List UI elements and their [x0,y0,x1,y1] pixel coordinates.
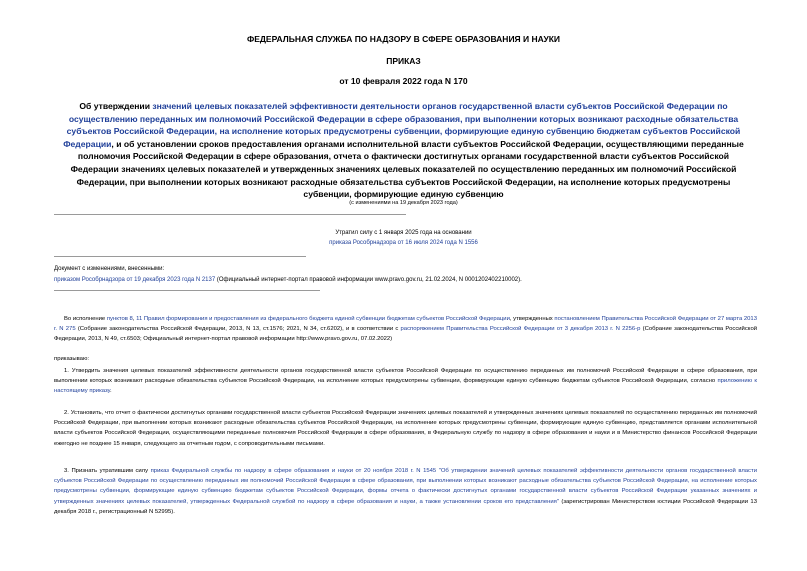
orders-word: приказываю: [54,356,90,362]
item-3-end: (зарегистрирован Министерством юстиции Российской Федерации 13 декабря 2018 г., регистрационный N 52995). [54,498,757,515]
preamble-text: , [132,316,137,322]
preamble-link[interactable]: распоряжением Правительства Российской Федерации от 3 декабря 2013 г. N 2256-р [400,326,641,333]
document-title [60,100,747,201]
title-suffix: , и об установлении сроков предоставления органами исполнительной власти субъектов Российской Федерации, осуществляющими переданные полномочия Российской Федерации в сфере образования, отчета о фактически достигнутых органами государственной власти субъектов Российской Федерации значениях целевых показателей и утвержденных значениях целевых показателей по осуществлению переданных им полномочий Российской Федерации, при выполнении которых возникают расходные обязательства субъектов Российской Федерации, на исполнение которых предусмотрены субвенции, формирующие единую субвенцию [70,138,744,200]
preamble-link[interactable]: пунктов 8 [106,316,133,322]
item-1-end: . [110,388,112,395]
divider-line [54,290,320,291]
amendment-note: (с изменениями на 19 декабря 2023 года) [349,200,458,206]
preamble-link[interactable]: 11 Правил формирования и предоставления из федерального бюджета единой субвенции бюджетам субъектов Российской Федерации [136,316,510,322]
item-2-paragraph: 2. Установить, что отчет о фактически достигнутых органами государственной власти субъектов Российской Федерации значениях целевых показателей и утвержденных значениях целевых показателей по осуществлению переданных им полномочий Российской Федерации, при выполнении которых возникают расходные обязательства субъектов Российской Федерации, на исполнение которых предусмотрены субвенции, формирующие единую субвенцию, представляется органами исполнительной власти субъектов Российской Федерации, осуществляющими переданные полномочия Российской Федерации в сфере образования, в Федеральную службу по надзору в сфере образования и науки и в Министерство финансов Российской Федерации ежегодно не позднее 15 января, следующего за отчетным годом, с сопроводительными письмами. [54,410,757,447]
lost-force-text: Утратил силу с 1 января 2025 года на основании [335,230,472,236]
preamble-paragraph [54,314,757,345]
changes-details: (Официальный интернет-портал правовой информации www.pravo.gov.ru, 21.02.2024, N 0001202402210002). [215,276,522,283]
preamble-link[interactable]: постановлением Правительства Российской Федерации от 27 марта 2013 г. N 275 [54,316,757,333]
preamble-text: (Собрание законодательства Российской Федерации, 2013, N 13, ст.1576; 2021, N 34, ст.6202), и в соответствии с [75,326,401,333]
title-link[interactable]: значений целевых показателей эффективности деятельности органов государственной власти субъектов Российской Федерации по осуществлению переданных им полномочий Российской Федерации в сфере образования, при выполнении которых возникают расходные обязательства субъектов Российской Федерации, на исполнение которых предусмотрены субвенции, формирующие единую субвенцию бюджетам субъектов Российской Федерации [63,101,741,149]
preamble-text: (Собрание законодательства Российской Федерации, 2013, N 49, ст.6503; Официальный интернет-портал правовой информации http://www.pravo.gov.ru, 07.02.2022) [54,326,758,343]
document-type: ПРИКАЗ [386,56,421,66]
changes-label: Документ с изменениями, внесенными: [54,266,165,272]
changes-document-block [54,264,774,285]
item-1-text: 1. Утвердить значения целевых показателей эффективности деятельности органов государственной власти субъектов Российской Федерации по осуществлению переданных им полномочий Российской Федерации в сфере образования, при выполнении которых возникают расходные обязательства субъектов Российской Федерации, на исполнение которых предусмотрены субвенции, формирующие единую субвенцию бюджетам субъектов Российской Федерации, согласно [54,368,757,385]
divider-line [54,214,406,215]
repealed-order-link[interactable]: приказ Федеральной службы по надзору в сфере образования и науки от 20 ноября 2018 г. N 1545 "Об утверждении значений целевых показателей эффективности деятельности органов государственной власти субъектов Российской Федерации по осуществлению переданных им полномочий Российской Федерации в сфере образования, при выполнении которых возникают расходные обязательства субъектов Российской Федерации, на исполнение которых предусмотрены субвенции, формирующие единую субвенцию бюджетам субъектов Российской Федерации, формы отчета о фактически достигнутых органами государственной власти субъектов Российской Федерации указанных значениях и утвержденных значениях целевых показателей, утвержденных Федеральной службой по надзору в сфере образования и науки, а также установлении сроков его представления" [54,468,757,505]
appendix-link[interactable]: приложению к настоящему приказу [54,378,757,395]
preamble-text: , утвержденных [509,316,555,322]
item-3-text: 3. Признать утратившим силу [64,468,151,474]
changes-link[interactable]: приказом Рособрнадзора от 19 декабря 2023 года N 2137 [54,276,216,283]
lost-force-note [0,228,807,248]
issuing-organization: ФЕДЕРАЛЬНАЯ СЛУЖБА ПО НАДЗОРУ В СФЕРЕ ОБРАЗОВАНИЯ И НАУКИ [246,34,561,44]
preamble-text: Во исполнение [64,316,107,322]
lost-force-link[interactable]: приказа Рособрнадзора от 16 июля 2024 года N 1556 [329,240,478,246]
item-1-paragraph [54,366,757,397]
document-date: от 10 февраля 2022 года N 170 [339,76,468,86]
item-3-paragraph [54,466,757,517]
divider-line [54,256,306,257]
title-prefix: Об утверждении [79,101,153,111]
